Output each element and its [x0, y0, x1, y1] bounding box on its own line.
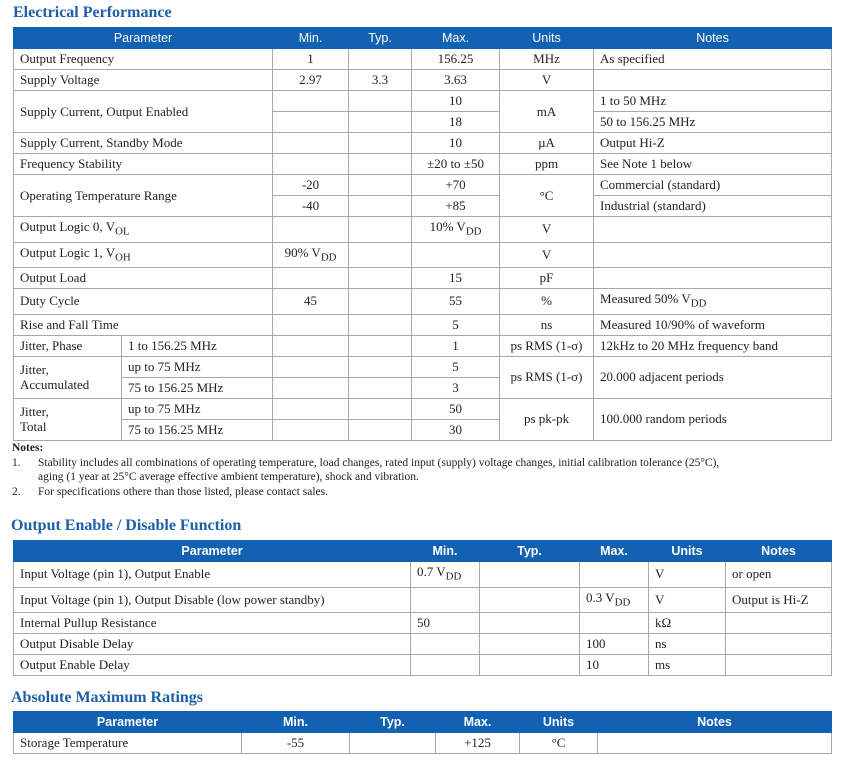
min-cell [273, 154, 349, 175]
param-cell: Frequency Stability [14, 154, 273, 175]
header-units: Units [649, 541, 726, 562]
range-cell: up to 75 MHz [122, 398, 273, 419]
max-cell: 0.3 $V_{DD}$ [580, 587, 649, 613]
header-notes: Notes [726, 541, 832, 562]
units-cell: mA [500, 91, 594, 133]
units-cell: ps RMS (1-σ) [500, 335, 594, 356]
typ-cell [349, 289, 412, 315]
table-row [14, 655, 832, 676]
min-cell [411, 587, 480, 613]
typ-cell [349, 242, 412, 268]
min-cell [273, 91, 349, 112]
header-parameter: Parameter [14, 712, 242, 733]
min-cell [273, 314, 349, 335]
min-cell: -20 [273, 175, 349, 196]
notes-cell [594, 268, 832, 289]
table-row [14, 562, 832, 588]
notes-cell [594, 217, 832, 243]
typ-cell [480, 562, 580, 588]
units-cell: kΩ [649, 613, 726, 634]
typ-cell [349, 217, 412, 243]
min-cell: -55 [242, 733, 350, 754]
range-cell: 75 to 156.25 MHz [122, 377, 273, 398]
max-cell: 50 [412, 398, 500, 419]
typ-cell [349, 419, 412, 440]
header-typ: Typ. [350, 712, 436, 733]
table-header [14, 541, 832, 562]
max-cell [412, 242, 500, 268]
max-cell: 100 [580, 634, 649, 655]
param-cell: Output Disable Delay [14, 634, 411, 655]
table-row [14, 613, 832, 634]
min-cell: 90% $V_{DD}$ [273, 242, 349, 268]
max-cell: 156.25 [412, 49, 500, 70]
table-row [14, 154, 832, 175]
param-cell: Jitter, Accumulated [14, 356, 122, 398]
typ-cell [480, 587, 580, 613]
table-row [14, 398, 832, 419]
max-cell: 5 [412, 314, 500, 335]
table-row [14, 289, 832, 315]
table-row [14, 217, 832, 243]
table-row [14, 634, 832, 655]
typ-cell [349, 133, 412, 154]
table-row [14, 91, 832, 112]
notes-cell: Output is Hi-Z [726, 587, 832, 613]
header-max: Max. [436, 712, 520, 733]
param-cell: Output Logic 0, $V_{OL}$ [14, 217, 273, 243]
header-units: Units [500, 28, 594, 49]
typ-cell [349, 175, 412, 196]
notes-cell [594, 70, 832, 91]
min-cell [273, 112, 349, 133]
typ-cell [480, 655, 580, 676]
units-cell: V [649, 587, 726, 613]
max-cell: 18 [412, 112, 500, 133]
units-cell: V [500, 242, 594, 268]
notes-cell: 50 to 156.25 MHz [594, 112, 832, 133]
notes-cell: 1 to 50 MHz [594, 91, 832, 112]
max-cell: 10 [412, 133, 500, 154]
max-cell: 10 [580, 655, 649, 676]
absolute-max-table [13, 711, 832, 754]
units-cell: ns [649, 634, 726, 655]
notes-cell: See Note 1 below [594, 154, 832, 175]
table-row [14, 314, 832, 335]
typ-cell [349, 314, 412, 335]
units-cell: % [500, 289, 594, 315]
units-cell: V [500, 70, 594, 91]
param-cell: Output Frequency [14, 49, 273, 70]
range-cell: 1 to 156.25 MHz [122, 335, 273, 356]
max-cell: 3.63 [412, 70, 500, 91]
min-cell [273, 398, 349, 419]
param-cell: Input Voltage (pin 1), Output Enable [14, 562, 411, 588]
units-cell: ppm [500, 154, 594, 175]
table-header [14, 712, 832, 733]
typ-cell [349, 154, 412, 175]
table-row [14, 70, 832, 91]
header-max: Max. [580, 541, 649, 562]
units-cell: µA [500, 133, 594, 154]
header-min: Min. [411, 541, 480, 562]
max-cell: 1 [412, 335, 500, 356]
notes-cell: Commercial (standard) [594, 175, 832, 196]
units-cell: V [649, 562, 726, 588]
param-cell: Input Voltage (pin 1), Output Disable (low power standby) [14, 587, 411, 613]
param-cell: Operating Temperature Range [14, 175, 273, 217]
table-row [14, 133, 832, 154]
output-enable-table [13, 540, 832, 676]
typ-cell [349, 335, 412, 356]
typ-cell [349, 112, 412, 133]
table-row [14, 356, 832, 377]
min-cell: -40 [273, 196, 349, 217]
note-item: 1. Stability includes all combinations of operating temperature, load changes, rated input (supply) voltage changes, initial calibration tolerance (25°C), aging (1 year at 25°C average effective ambient temperature), shock and vibration. [12, 456, 720, 483]
typ-cell [349, 356, 412, 377]
max-cell: 55 [412, 289, 500, 315]
header-units: Units [520, 712, 598, 733]
notes-cell: As specified [594, 49, 832, 70]
table-row [14, 268, 832, 289]
units-cell: MHz [500, 49, 594, 70]
units-cell: °C [500, 175, 594, 217]
notes-cell [726, 613, 832, 634]
typ-cell [349, 377, 412, 398]
param-cell: Supply Voltage [14, 70, 273, 91]
min-cell: 0.7 $V_{DD}$ [411, 562, 480, 588]
table-header [14, 28, 832, 49]
max-cell: 15 [412, 268, 500, 289]
notes-cell [598, 733, 832, 754]
max-cell: 3 [412, 377, 500, 398]
min-cell [411, 634, 480, 655]
param-cell: Duty Cycle [14, 289, 273, 315]
param-cell: Output Logic 1, $V_{OH}$ [14, 242, 273, 268]
header-parameter: Parameter [14, 541, 411, 562]
max-cell: 10 [412, 91, 500, 112]
notes-cell [726, 634, 832, 655]
units-cell: ps RMS (1-σ) [500, 356, 594, 398]
electrical-table [13, 27, 832, 441]
max-cell: +125 [436, 733, 520, 754]
max-cell: 5 [412, 356, 500, 377]
table-row [14, 175, 832, 196]
table-row [14, 49, 832, 70]
header-notes: Notes [594, 28, 832, 49]
param-cell: Jitter, Total [14, 398, 122, 440]
header-typ: Typ. [349, 28, 412, 49]
typ-cell [349, 91, 412, 112]
min-cell: 1 [273, 49, 349, 70]
min-cell: 50 [411, 613, 480, 634]
param-cell: Storage Temperature [14, 733, 242, 754]
min-cell [273, 419, 349, 440]
table-row [14, 242, 832, 268]
max-cell [580, 562, 649, 588]
section-title-electrical: Electrical Performance [13, 4, 172, 21]
max-cell: +85 [412, 196, 500, 217]
header-parameter: Parameter [14, 28, 273, 49]
units-cell: pF [500, 268, 594, 289]
notes-title: Notes: [12, 442, 44, 454]
header-max: Max. [412, 28, 500, 49]
notes-cell: Measured 10/90% of waveform [594, 314, 832, 335]
notes-cell: Measured 50% $V_{DD}$ [594, 289, 832, 315]
notes-cell [726, 655, 832, 676]
units-cell: V [500, 217, 594, 243]
notes-cell [594, 242, 832, 268]
param-cell: Rise and Fall Time [14, 314, 273, 335]
max-cell: +70 [412, 175, 500, 196]
section-title-absolute-max: Absolute Maximum Ratings [11, 689, 204, 706]
min-cell [273, 133, 349, 154]
typ-cell [349, 196, 412, 217]
param-cell: Output Load [14, 268, 273, 289]
table-row [14, 335, 832, 356]
min-cell [273, 217, 349, 243]
param-cell: Internal Pullup Resistance [14, 613, 411, 634]
notes-block [12, 441, 719, 499]
typ-cell [350, 733, 436, 754]
header-min: Min. [242, 712, 350, 733]
max-cell: 10% $V_{DD}$ [412, 217, 500, 243]
typ-cell [349, 398, 412, 419]
min-cell: 45 [273, 289, 349, 315]
header-typ: Typ. [480, 541, 580, 562]
units-cell: ns [500, 314, 594, 335]
typ-cell [480, 613, 580, 634]
min-cell [273, 335, 349, 356]
notes-cell: or open [726, 562, 832, 588]
max-cell: 30 [412, 419, 500, 440]
param-cell: Supply Current, Standby Mode [14, 133, 273, 154]
notes-cell: 20.000 adjacent periods [594, 356, 832, 398]
units-cell: °C [520, 733, 598, 754]
range-cell: 75 to 156.25 MHz [122, 419, 273, 440]
header-notes: Notes [598, 712, 832, 733]
typ-cell [349, 268, 412, 289]
table-row [14, 587, 832, 613]
max-cell [580, 613, 649, 634]
typ-cell: 3.3 [349, 70, 412, 91]
max-cell: ±20 to ±50 [412, 154, 500, 175]
min-cell [273, 377, 349, 398]
typ-cell [480, 634, 580, 655]
min-cell [273, 268, 349, 289]
notes-cell: Industrial (standard) [594, 196, 832, 217]
min-cell [273, 356, 349, 377]
notes-cell: Output Hi-Z [594, 133, 832, 154]
header-min: Min. [273, 28, 349, 49]
section-title-output-enable: Output Enable / Disable Function [11, 517, 242, 534]
units-cell: ms [649, 655, 726, 676]
param-cell: Output Enable Delay [14, 655, 411, 676]
min-cell: 2.97 [273, 70, 349, 91]
param-cell: Supply Current, Output Enabled [14, 91, 273, 133]
table-row [14, 733, 832, 754]
param-cell: Jitter, Phase [14, 335, 122, 356]
note-item: 2. For specifications othere than those listed, please contact sales. [12, 485, 328, 498]
units-cell: ps pk-pk [500, 398, 594, 440]
notes-cell: 12kHz to 20 MHz frequency band [594, 335, 832, 356]
notes-cell: 100.000 random periods [594, 398, 832, 440]
min-cell [411, 655, 480, 676]
range-cell: up to 75 MHz [122, 356, 273, 377]
typ-cell [349, 49, 412, 70]
